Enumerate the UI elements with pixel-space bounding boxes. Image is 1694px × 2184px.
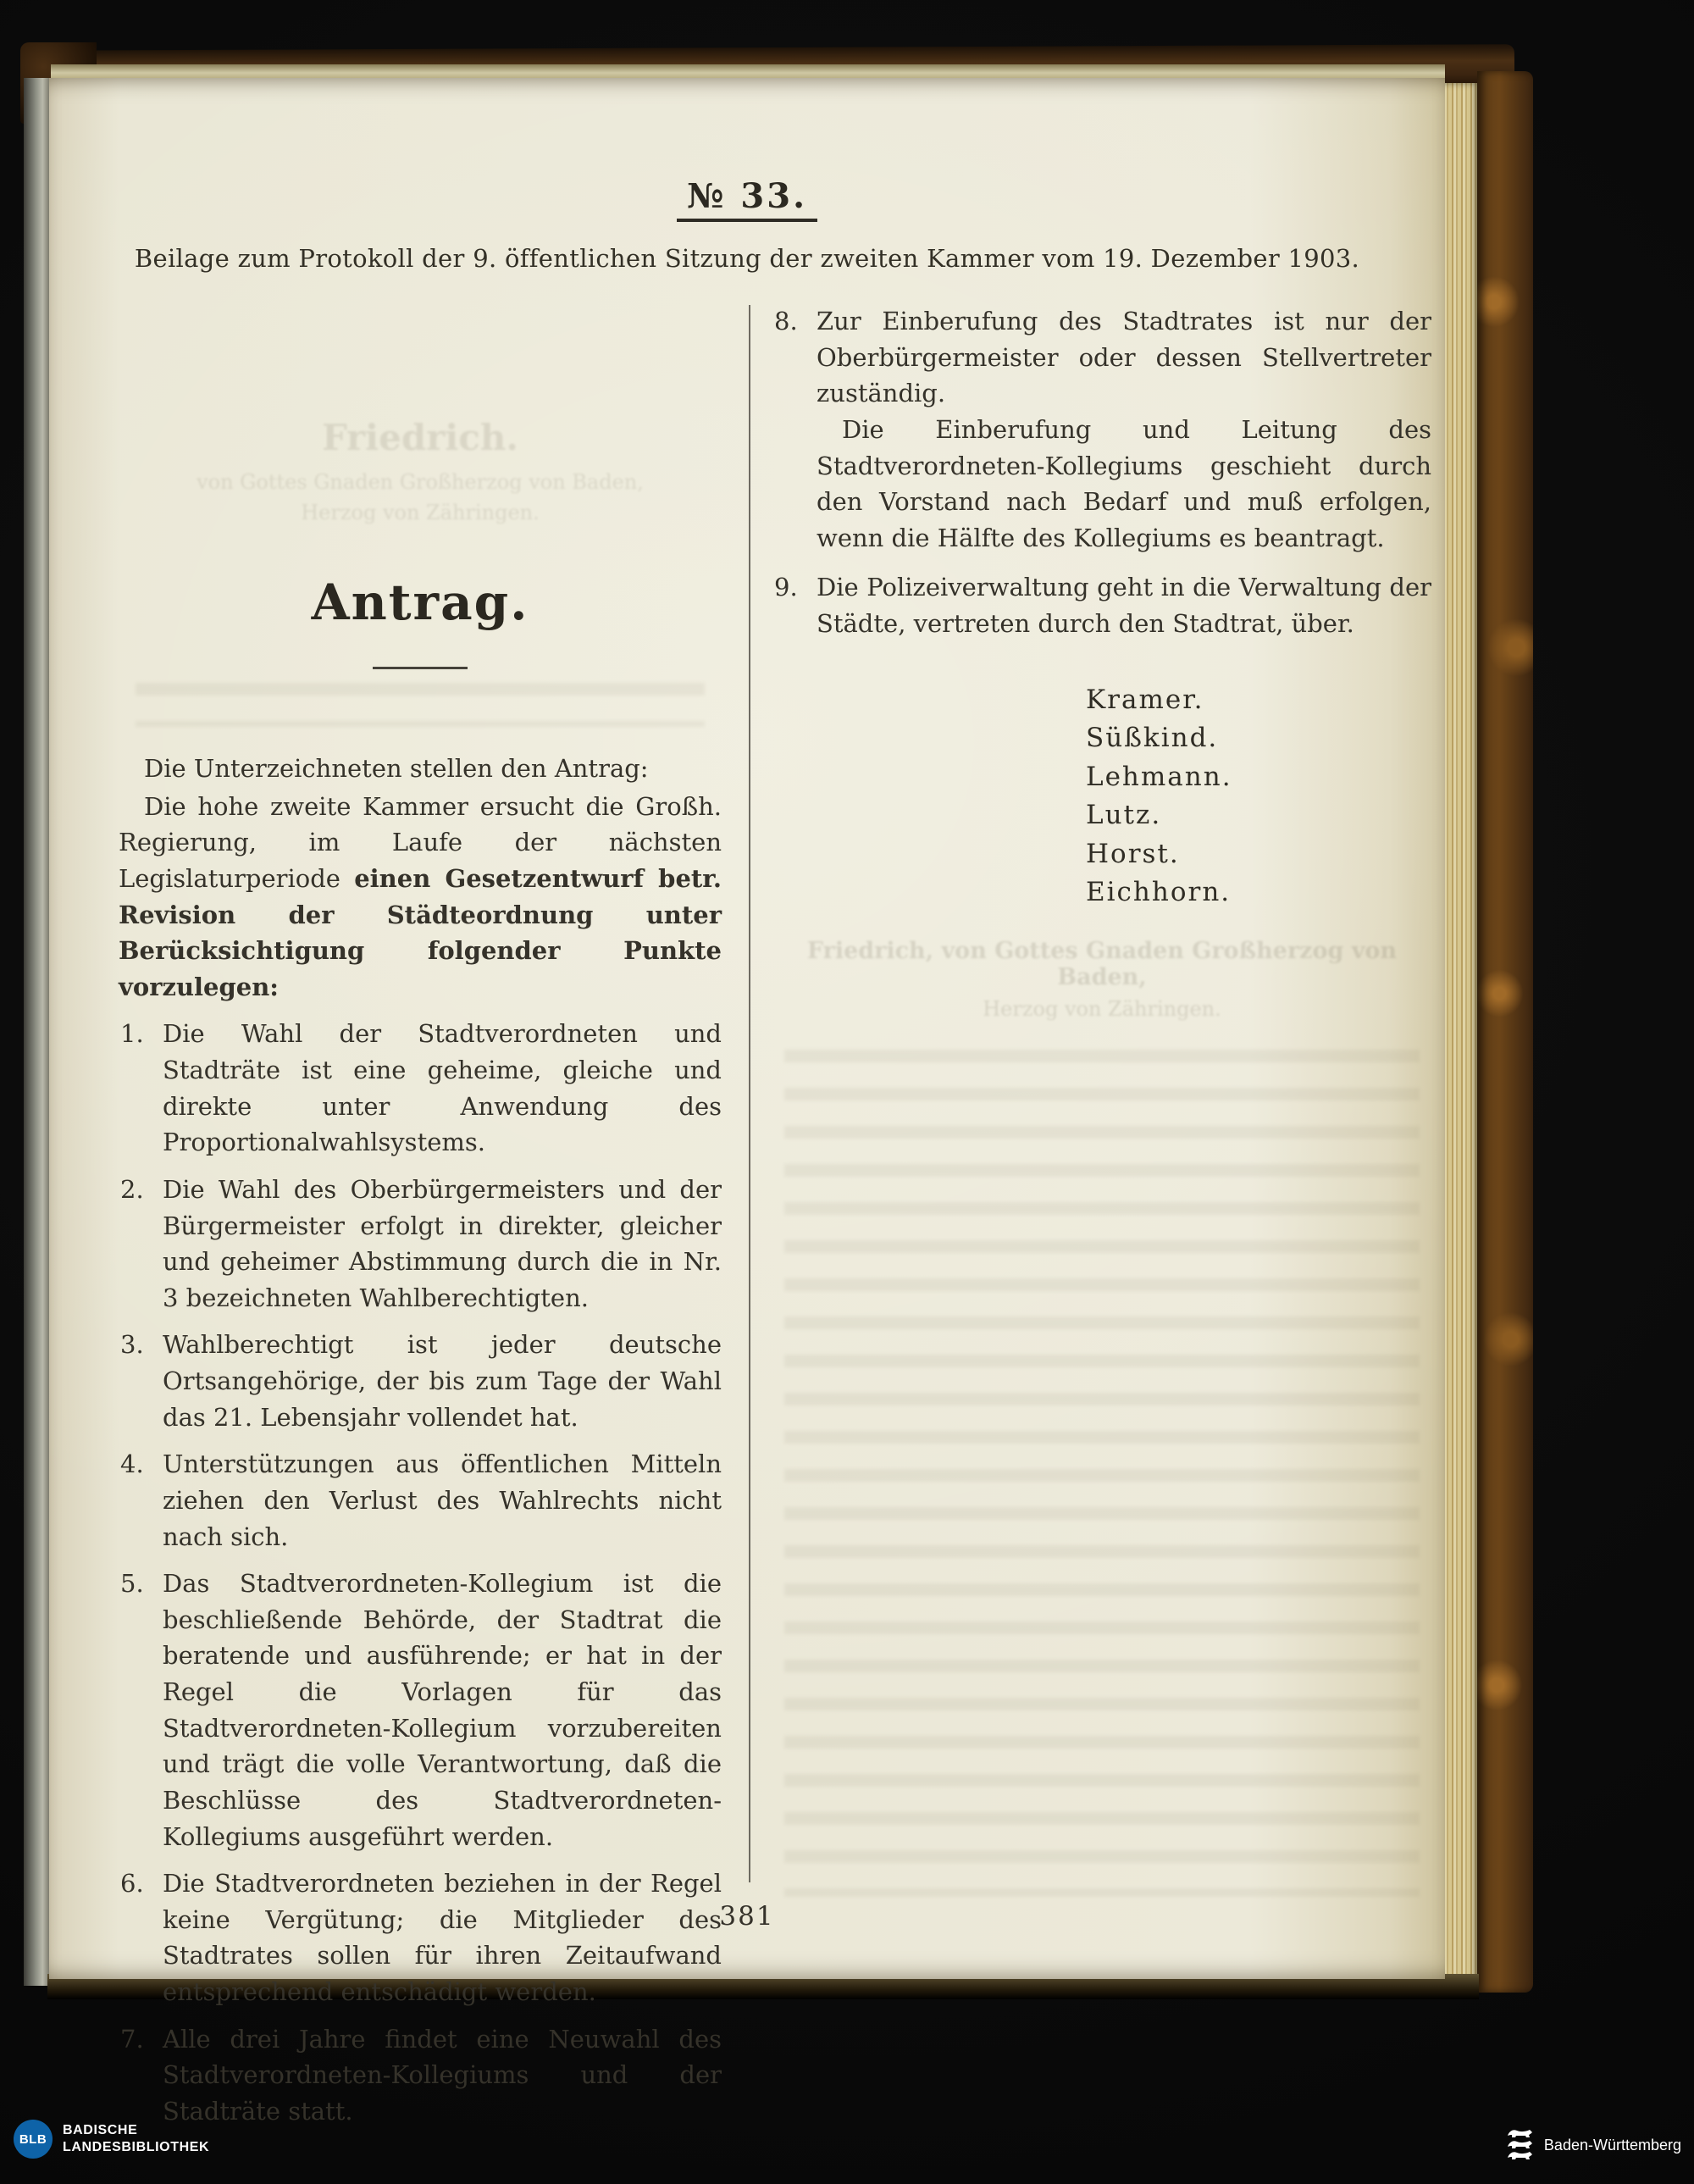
item-number: 4. [120,1450,144,1479]
signature-name: Horst. [1086,838,1180,869]
agenda-item [772,303,1431,556]
bleedthrough-left [119,417,722,524]
doc-number-row [49,176,1445,222]
baden-wuerttemberg-coat-of-arms-icon [1505,2128,1534,2162]
item-text: Wahlberechtigt ist jeder deutsche Ortsangehörige, der bis zum Tage der Wahl das 21. Lebensjahr vollendet hat. [163,1330,722,1432]
item-number: 7. [120,2024,144,2054]
item-text [817,303,1431,556]
left-page-edge [24,78,51,1986]
item-number: 3. [120,1330,144,1360]
signature-name: Kramer. [1086,684,1204,715]
library-name-line2: LANDESBIBLIOTHEK [63,2140,210,2154]
state-name: Baden-Württemberg [1543,2136,1681,2154]
text-columns [49,300,1445,2126]
item-paragraph: Zur Einberufung des Stadtrates ist nur der Oberbürgermeister oder dessen Stellvertreter zuständig. [817,307,1431,408]
signature-name: Süßkind. [1086,723,1219,754]
item-paragraph: Die Polizeiverwaltung geht in die Verwaltung der Städte, vertreten durch den Stadtrat, über. [817,573,1431,638]
item-number: 2. [120,1174,144,1204]
bleedthrough-left-paragraph [136,683,705,727]
blb-logo-icon [14,2120,53,2159]
bleedthrough-left-line: von Gottes Gnaden Großherzog von Baden, [197,470,644,494]
page-number: 381 [719,1901,775,1932]
blb-logo-group [14,2120,209,2159]
library-name-line1: BADISCHE [63,2123,138,2137]
agenda-item [119,1016,722,1161]
bleedthrough-left-line: Herzog von Zähringen. [301,501,540,524]
agenda-item [119,1566,722,1854]
item-number: 9. [774,573,798,602]
agenda-item [772,569,1431,641]
left-column [119,300,722,2130]
item-text: Die Stadtverordneten beziehen in der Regel keine Vergütung; die Mitglieder des Stadtrates sollen für ihren Zeitaufwand entsprechend entschädigt werden. [163,1869,722,2006]
baden-wuerttemberg-logo-group [1505,2128,1681,2162]
item-paragraph: Die Einberufung und Leitung des Stadtverordneten-Kollegiums geschieht durch den Vorstand nach Bedarf und muß erfolgen, wenn die Hälfte des Kollegiums es beantragt. [817,414,1431,552]
bleedthrough-right-paragraphs [784,1050,1420,1897]
item-number: 1. [120,1019,144,1049]
library-name [63,2122,209,2156]
bleedthrough-left-title: Friedrich. [321,417,519,458]
signatures-block [1086,681,1431,912]
doc-number: № 33. [677,176,817,222]
right-column [772,300,1431,1897]
agenda-item [119,2021,722,2130]
signature-name: Lehmann. [1086,761,1232,792]
motion-text-bold: einen Gesetzentwurf betr. Revision der Städteordnung unter Berücksichtigung folgender Punkte vorzulegen: [119,863,722,1001]
agenda-item [119,1327,722,1435]
item-text [817,569,1431,641]
bleedthrough-right-line: Friedrich, von Gottes Gnaden Großherzog von Baden, [806,938,1398,990]
motion-text [119,789,722,1006]
signature-name: Eichhorn. [1086,877,1232,908]
motion-text-normal: Die hohe zweite Kammer ersucht die Großh. Regierung, im Laufe der nächsten Legislaturperiode [119,791,722,893]
bleedthrough-right [772,938,1431,1021]
heading-divider-dash [373,667,468,669]
motion-heading: Antrag. [311,574,529,631]
document-page [49,78,1445,2126]
item-number: 5. [120,1569,144,1599]
item-number: 6. [120,1869,144,1899]
item-text: Das Stadtverordneten-Kollegium ist die beschließende Behörde, der Stadtrat die beratende und ausführende; er hat in der Regel die Vorlagen für das Stadtverordneten-Kollegium vorzubereiten und trägt die volle Verantwortung, daß die Beschlüsse des Stadtverordneten-Kollegiums ausgeführt werden. [163,1569,722,1851]
agenda-item [119,1865,722,2010]
motion-intro: Die Unterzeichneten stellen den Antrag: [144,754,649,783]
agenda-item [119,1446,722,1555]
column-divider-rule [749,305,750,1882]
item-text: Unterstützungen aus öffentlichen Mitteln ziehen den Verlust des Wahlrechts nicht nach sich. [163,1450,722,1551]
item-text: Die Wahl des Oberbürgermeisters und der Bürgermeister erfolgt in direkter, gleicher und geheimer Abstimmung durch die in Nr. 3 bezeichneten Wahlberechtigten. [163,1174,722,1312]
agenda-item [119,1172,722,1316]
signature-name: Lutz. [1086,800,1162,831]
item-text: Die Wahl der Stadtverordneten und Stadträte ist eine geheime, gleiche und direkte unter Anwendung des Proportionalwahlsystems. [163,1019,722,1157]
bleedthrough-right-line: Herzog von Zähringen. [983,997,1221,1021]
doc-subtitle: Beilage zum Protokoll der 9. öffentlichen Sitzung der zweiten Kammer vom 19. Dezember 1903. [134,244,1360,273]
item-text: Alle drei Jahre findet eine Neuwahl des Stadtverordneten-Kollegiums und der Stadträte statt. [163,2024,722,2126]
blb-abbreviation: BLB [19,2131,47,2147]
item-number: 8. [774,307,798,335]
book-cover-right-marbled [1477,71,1533,1993]
